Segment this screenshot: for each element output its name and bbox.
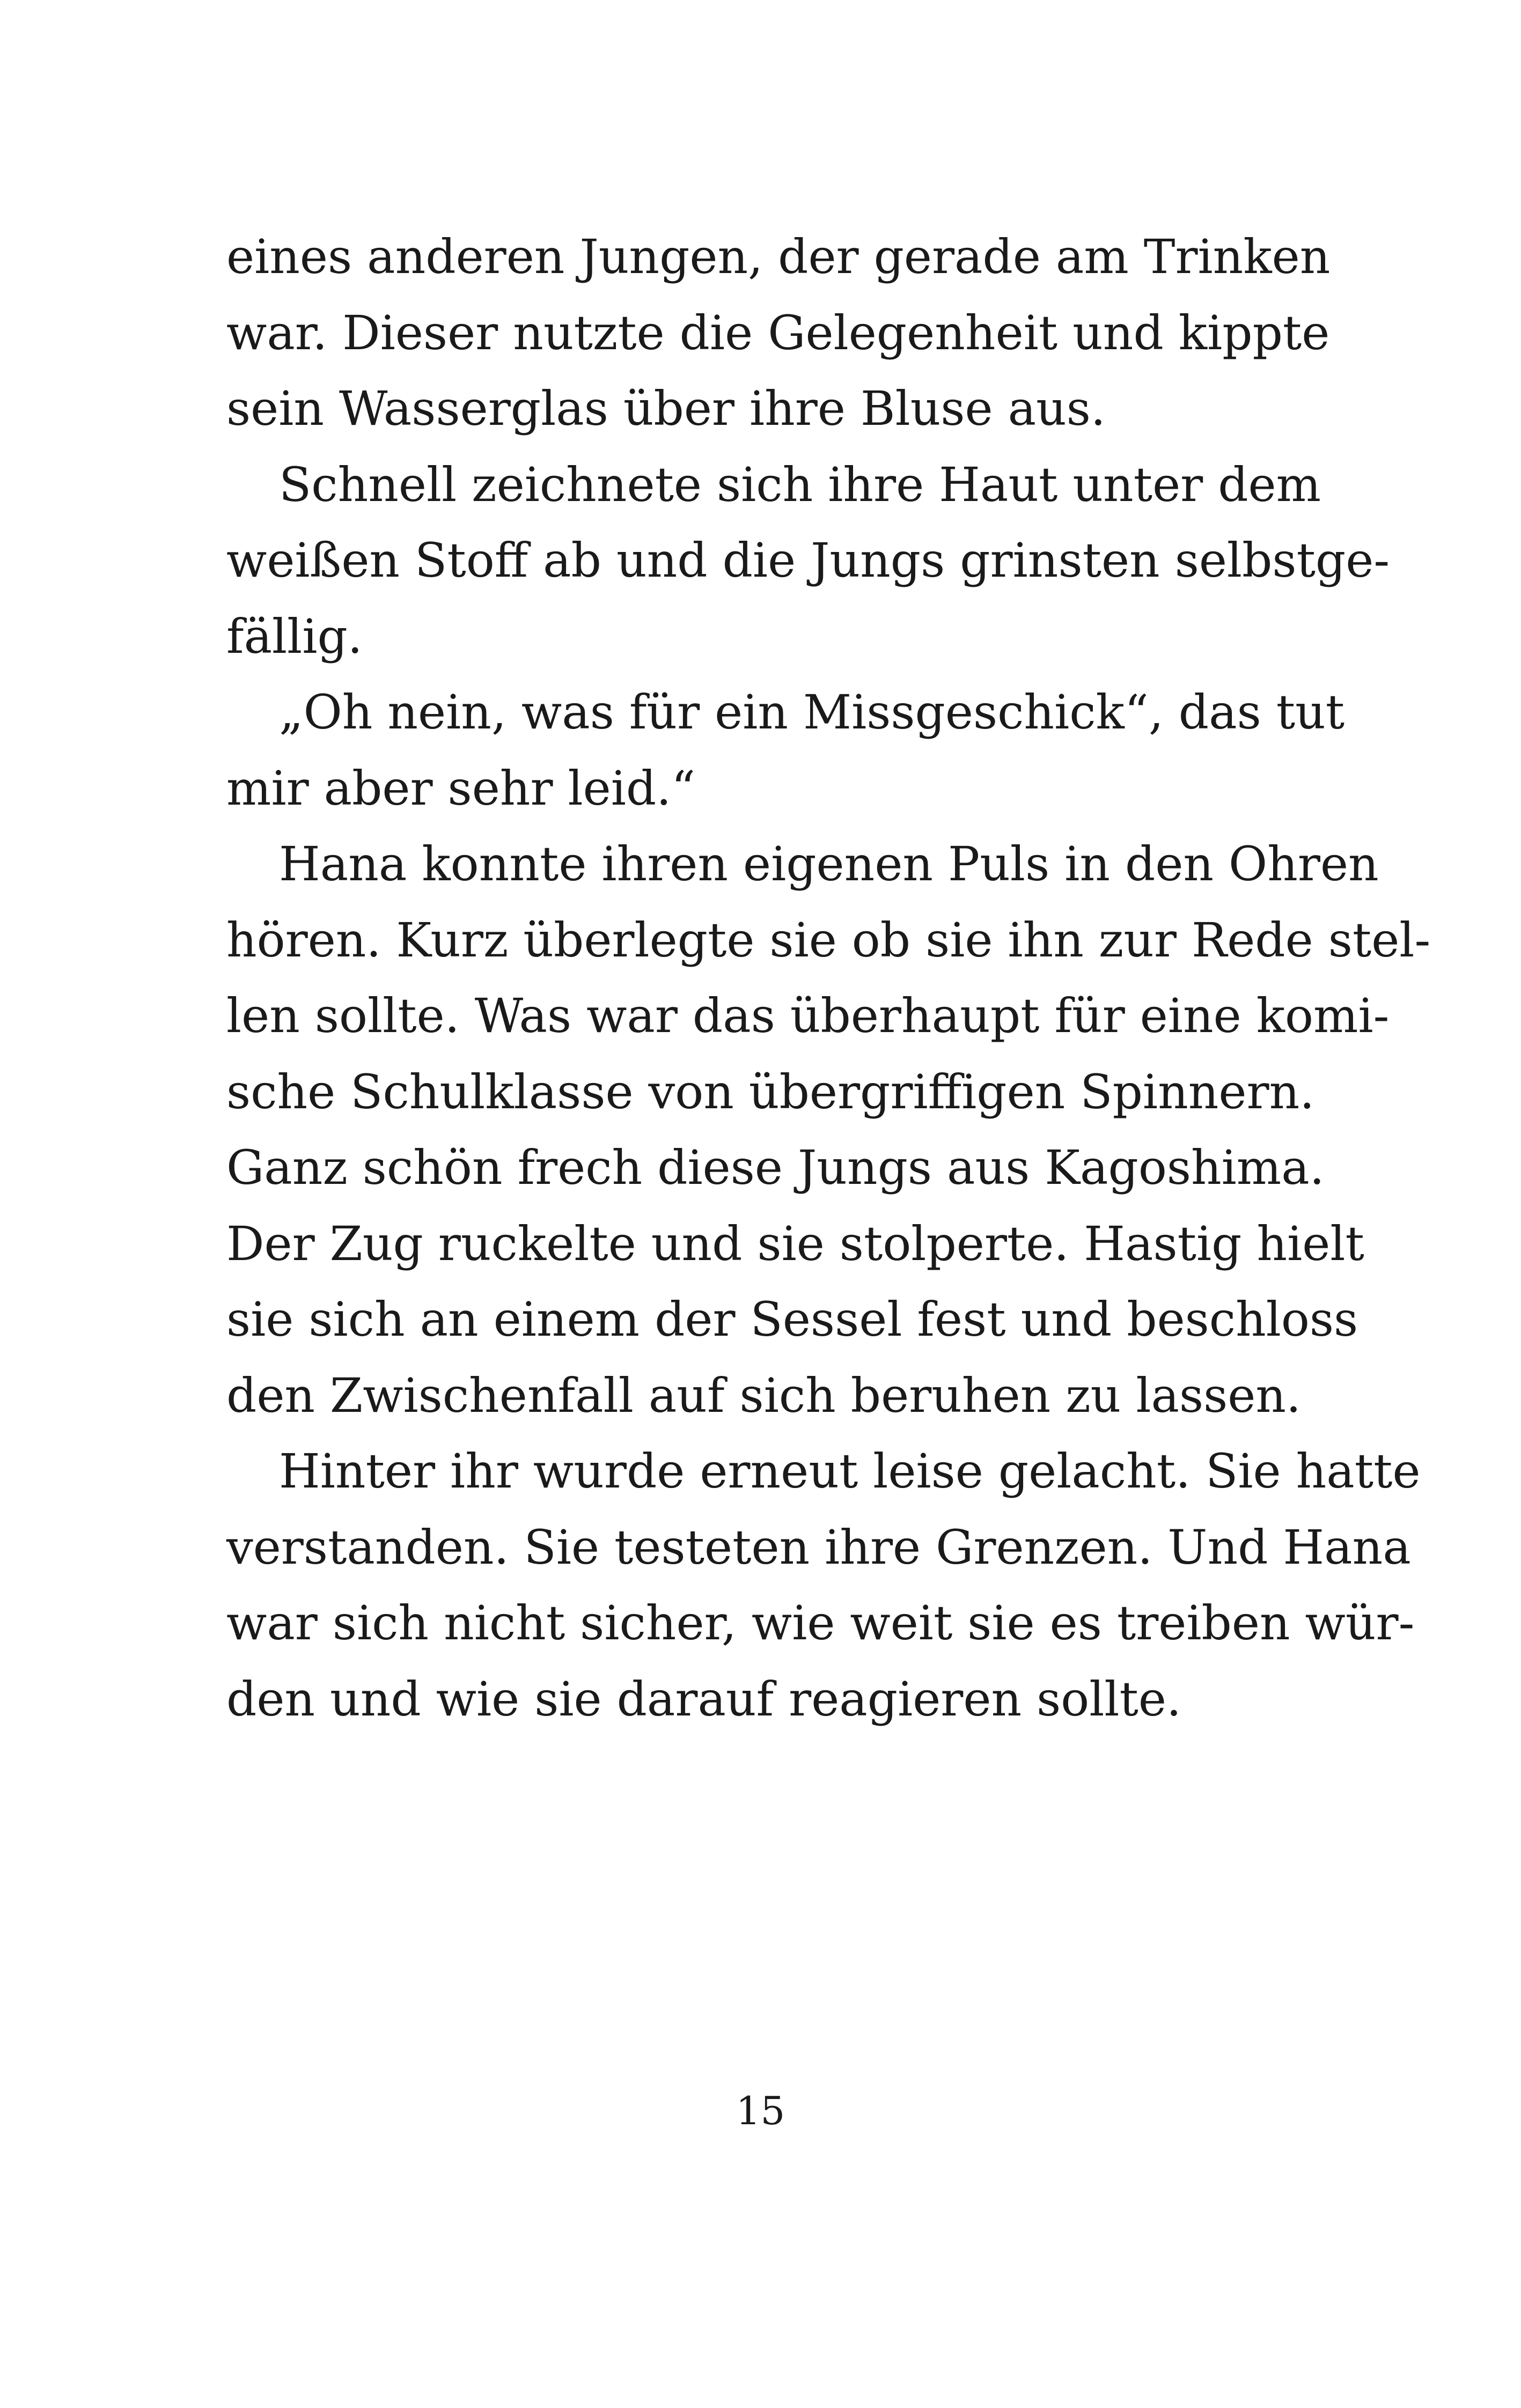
text-line: verstanden. Sie testeten ihre Grenzen. Und Hana (226, 1519, 1411, 1575)
text-line: sein Wasserglas über ihre Bluse aus. (226, 381, 1106, 436)
text-line: mir aber sehr leid.“ (226, 760, 696, 816)
text-line: Der Zug ruckelte und sie stolperte. Hastig hielt (226, 1216, 1364, 1271)
text-line: weißen Stoff ab und die Jungs grinsten selbstge- (226, 533, 1390, 588)
text-line: den und wie sie darauf reagieren sollte. (226, 1671, 1181, 1727)
text-line: fällig. (226, 608, 363, 664)
text-line: „Oh nein, was für ein Missgeschick“, das tut (279, 684, 1345, 740)
text-line: Ganz schön frech diese Jungs aus Kagoshima. (226, 1140, 1325, 1195)
text-line: len sollte. Was war das überhaupt für eine komi- (226, 988, 1390, 1043)
paragraph (226, 674, 1345, 826)
text-line: Hinter ihr wurde erneut leise gelacht. Sie hatte (279, 1444, 1421, 1499)
text-line: eines anderen Jungen, der gerade am Trinken (226, 229, 1331, 284)
paragraph (226, 1433, 1421, 1737)
paragraph (226, 219, 1331, 447)
text-line: hören. Kurz überlegte sie ob sie ihn zur Rede stel- (226, 912, 1431, 968)
text-line: war sich nicht sicher, wie weit sie es treiben wür- (226, 1595, 1415, 1651)
paragraph (226, 826, 1431, 1433)
text-line: war. Dieser nutzte die Gelegenheit und kippte (226, 305, 1330, 360)
text-line: Hana konnte ihren eigenen Puls in den Ohren (279, 836, 1379, 892)
text-line: sie sich an einem der Sessel fest und beschloss (226, 1292, 1358, 1347)
text-line: den Zwischenfall auf sich beruhen zu lassen. (226, 1367, 1301, 1423)
text-line: sche Schulklasse von übergriffigen Spinnern. (226, 1064, 1315, 1120)
paragraph (226, 447, 1390, 675)
text-line: Schnell zeichnete sich ihre Haut unter dem (279, 456, 1321, 512)
body-text (226, 219, 1431, 1737)
page-number: 15 (736, 2088, 785, 2133)
